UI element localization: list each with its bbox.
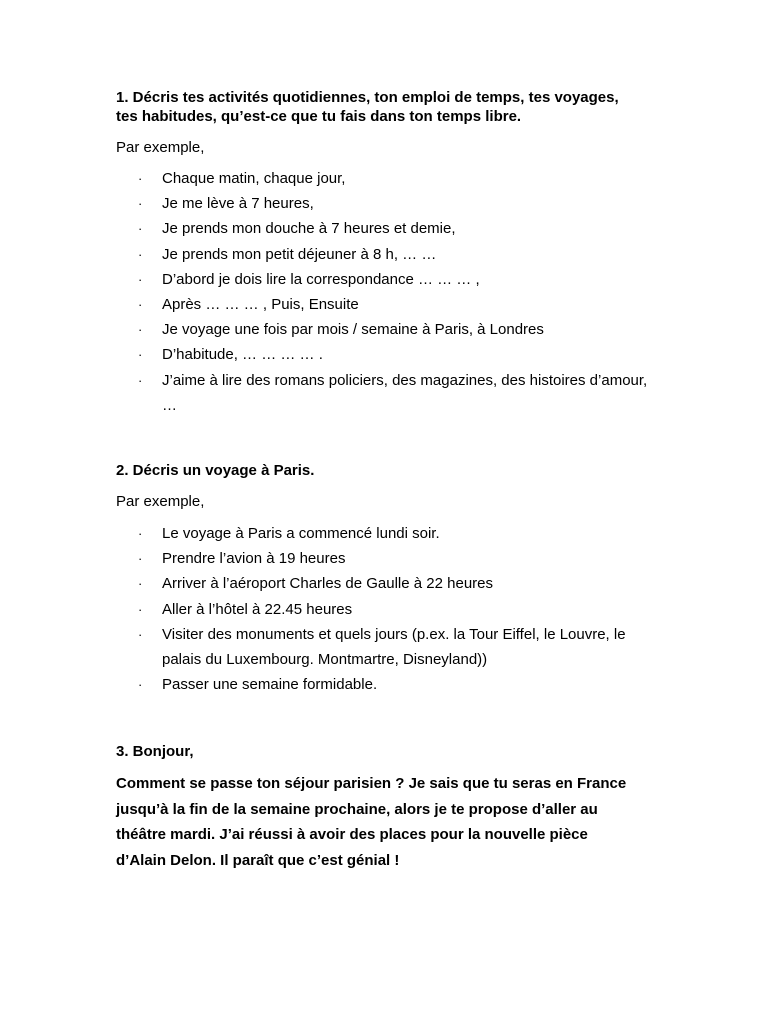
section2-trip-list — [0, 521, 768, 697]
bullet-icon: · — [138, 271, 143, 287]
list-item — [0, 292, 662, 317]
letter-line: théâtre mardi. J’ai réussi à avoir des places pour la nouvelle pièce — [116, 826, 588, 843]
section2-title: 2. Décris un voyage à Paris. — [116, 462, 315, 479]
list-item-text: Aller à l’hôtel à 22.45 heures — [162, 600, 353, 618]
list-item — [0, 267, 662, 292]
bullet-icon: · — [138, 677, 143, 693]
bullet-icon: · — [138, 297, 143, 313]
bullet-icon: · — [138, 576, 143, 592]
list-item — [0, 597, 662, 622]
bullet-icon: · — [138, 626, 143, 642]
bullet-icon: · — [138, 171, 143, 186]
list-item — [0, 622, 662, 672]
list-item-text: Arriver à l’aéroport Charles de Gaulle à 22 heures — [162, 575, 494, 593]
bullet-icon: · — [138, 246, 143, 262]
list-item-text: D’habitude, … … … … . — [162, 346, 323, 364]
list-item-text: Je prends mon douche à 7 heures et demie, — [162, 220, 456, 238]
section1-title-line1: 1. Décris tes activités quotidiennes, ton emploi de temps, tes voyages, — [116, 89, 619, 106]
list-item-text: Je me lève à 7 heures, — [162, 195, 314, 213]
letter-line: d’Alain Delon. Il paraît que c’est génial ! — [116, 851, 400, 869]
list-item — [0, 191, 662, 216]
list-item-text: Le voyage à Paris a commencé lundi soir. — [162, 525, 440, 542]
list-item-text: Je prends mon petit déjeuner à 8 h, … … — [162, 245, 437, 263]
bullet-icon: · — [138, 221, 143, 237]
list-item — [0, 368, 652, 418]
list-item-text: Je voyage une fois par mois / semaine à Paris, à Londres — [162, 321, 544, 339]
section1-intro: Par exemple, — [116, 139, 205, 156]
list-item — [0, 571, 662, 596]
list-item — [0, 521, 662, 546]
bullet-icon: · — [138, 601, 143, 617]
list-item-text: J’aime à lire des romans policiers, des magazines, des histoires d’amour, … — [162, 371, 648, 414]
list-item — [0, 166, 662, 191]
list-item-text: Passer une semaine formidable. — [162, 676, 378, 694]
bullet-icon: · — [138, 196, 143, 212]
bullet-icon: · — [138, 526, 143, 541]
list-item — [0, 342, 662, 367]
bullet-icon: · — [138, 551, 143, 567]
bullet-icon: · — [138, 372, 143, 388]
section3-title: 3. Bonjour, — [116, 743, 194, 760]
section1-title-line2: tes habitudes, qu’est-ce que tu fais dans ton temps libre. — [116, 108, 522, 125]
list-item-text: Visiter des monuments et quels jours (p.ex. la Tour Eiffel, le Louvre, le palais du Luxembourg. Montmartre, Disneyland)) — [162, 625, 626, 669]
list-item — [0, 546, 662, 571]
letter-line: Comment se passe ton séjour parisien ? Je sais que tu seras en France — [116, 775, 627, 792]
list-item — [0, 317, 662, 342]
list-item — [0, 216, 662, 241]
list-item-text: Chaque matin, chaque jour, — [162, 170, 346, 187]
list-item-text: Après … … … , Puis, Ensuite — [162, 296, 359, 314]
section1-title — [116, 88, 619, 126]
bullet-icon: · — [138, 347, 143, 363]
list-item — [0, 672, 662, 697]
letter-line: jusqu’à la fin de la semaine prochaine, alors je te propose d’aller au — [116, 800, 598, 818]
section3-letter — [116, 771, 656, 873]
list-item-text: Prendre l’avion à 19 heures — [162, 550, 346, 568]
section1-activity-list — [0, 166, 768, 418]
list-item-text: D’abord je dois lire la correspondance … … … , — [162, 270, 480, 288]
list-item — [0, 242, 662, 267]
bullet-icon: · — [138, 322, 143, 338]
section2-intro: Par exemple, — [116, 493, 205, 510]
